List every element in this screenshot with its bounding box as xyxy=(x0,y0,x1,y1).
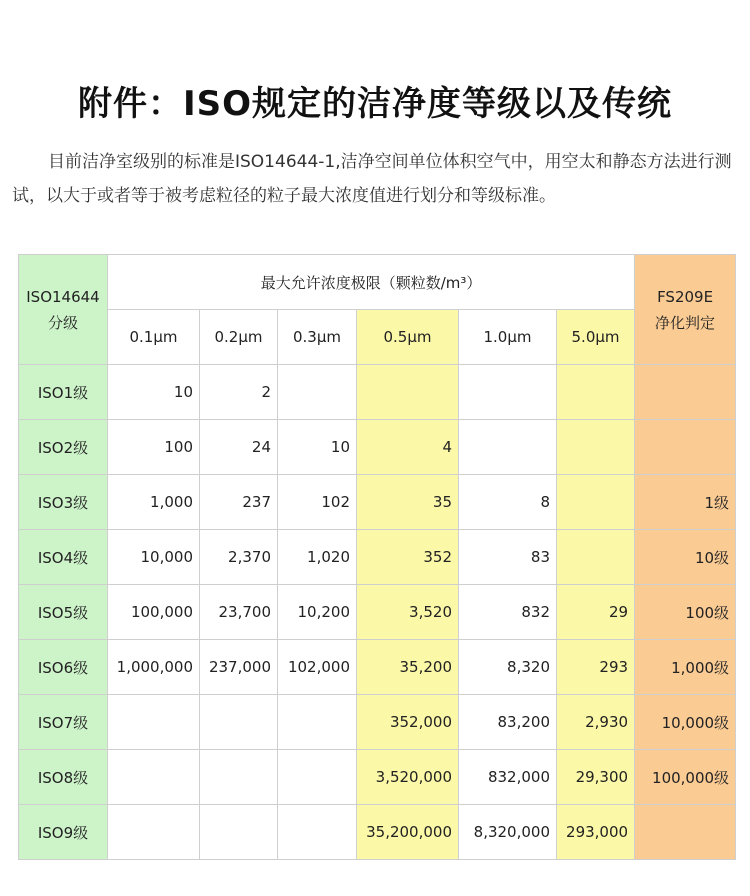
value-cell: 24 xyxy=(200,420,278,475)
value-cell: 3,520 xyxy=(357,585,459,640)
group-header-label: 最大允许浓度极限（颗粒数/m³） xyxy=(260,273,482,292)
value-cell: 4 xyxy=(357,420,459,475)
value-cell: 100,000 xyxy=(108,585,200,640)
size-header-cell xyxy=(108,310,200,365)
value-cell: 10,000 xyxy=(108,530,200,585)
size-header-cell xyxy=(357,310,459,365)
value-cell: 293 xyxy=(557,640,635,695)
value-cell xyxy=(108,695,200,750)
class-cell: ISO4级 xyxy=(19,530,108,585)
value-cell: 35,200,000 xyxy=(357,805,459,860)
class-header-label: ISO14644 分级 xyxy=(26,287,100,332)
fs-cell: 10,000级 xyxy=(635,695,736,750)
value-cell: 102,000 xyxy=(278,640,357,695)
iso-class-table xyxy=(18,254,736,860)
value-cell: 3,520,000 xyxy=(357,750,459,805)
value-cell: 2,370 xyxy=(200,530,278,585)
value-cell: 832,000 xyxy=(459,750,557,805)
group-header-cell xyxy=(108,255,635,310)
table-row xyxy=(19,695,736,750)
table-row xyxy=(19,585,736,640)
value-cell: 83 xyxy=(459,530,557,585)
size-header-label: 1.0μm xyxy=(483,328,532,346)
value-cell xyxy=(200,695,278,750)
value-cell: 352 xyxy=(357,530,459,585)
value-cell: 35 xyxy=(357,475,459,530)
value-cell xyxy=(557,365,635,420)
value-cell: 10 xyxy=(108,365,200,420)
class-cell: ISO8级 xyxy=(19,750,108,805)
class-header-cell xyxy=(19,255,108,365)
table-row xyxy=(19,365,736,420)
table-row xyxy=(19,530,736,585)
value-cell xyxy=(200,750,278,805)
size-header-cell xyxy=(557,310,635,365)
value-cell: 237 xyxy=(200,475,278,530)
value-cell: 2 xyxy=(200,365,278,420)
value-cell: 29,300 xyxy=(557,750,635,805)
value-cell: 352,000 xyxy=(357,695,459,750)
fs-cell: 1级 xyxy=(635,475,736,530)
table-row xyxy=(19,805,736,860)
value-cell: 2,930 xyxy=(557,695,635,750)
size-header-label: 5.0μm xyxy=(571,328,620,346)
class-cell: ISO3级 xyxy=(19,475,108,530)
intro-paragraph: 目前洁净室级别的标准是ISO14644-1,洁净空间单位体积空气中，用空太和静态方法进行测试，以大于或者等于被考虑粒径的粒子最大浓度值进行划分和等级标准。 xyxy=(12,152,732,206)
value-cell: 10,200 xyxy=(278,585,357,640)
fs-header-label: FS209E 净化判定 xyxy=(655,287,716,332)
value-cell: 237,000 xyxy=(200,640,278,695)
fs-cell: 10级 xyxy=(635,530,736,585)
value-cell xyxy=(459,420,557,475)
value-cell xyxy=(108,805,200,860)
header-row-2 xyxy=(19,310,736,365)
value-cell: 8 xyxy=(459,475,557,530)
class-cell: ISO1级 xyxy=(19,365,108,420)
value-cell: 8,320 xyxy=(459,640,557,695)
value-cell xyxy=(357,365,459,420)
value-cell: 293,000 xyxy=(557,805,635,860)
value-cell xyxy=(459,365,557,420)
value-cell xyxy=(557,475,635,530)
value-cell: 35,200 xyxy=(357,640,459,695)
size-header-label: 0.1μm xyxy=(129,328,178,346)
class-cell: ISO7级 xyxy=(19,695,108,750)
value-cell xyxy=(108,750,200,805)
value-cell xyxy=(557,420,635,475)
class-cell: ISO2级 xyxy=(19,420,108,475)
value-cell: 10 xyxy=(278,420,357,475)
size-header-cell xyxy=(459,310,557,365)
table-row xyxy=(19,420,736,475)
fs-header-cell xyxy=(635,255,736,365)
fs-cell xyxy=(635,365,736,420)
value-cell: 29 xyxy=(557,585,635,640)
size-header-cell xyxy=(278,310,357,365)
size-header-label: 0.5μm xyxy=(383,328,432,346)
size-header-label: 0.3μm xyxy=(292,328,341,346)
table-row xyxy=(19,640,736,695)
class-cell: ISO5级 xyxy=(19,585,108,640)
size-header-cell xyxy=(200,310,278,365)
header-row-1 xyxy=(19,255,736,310)
value-cell: 1,000 xyxy=(108,475,200,530)
class-cell: ISO9级 xyxy=(19,805,108,860)
value-cell: 1,000,000 xyxy=(108,640,200,695)
value-cell xyxy=(278,750,357,805)
table-row xyxy=(19,475,736,530)
value-cell: 83,200 xyxy=(459,695,557,750)
value-cell xyxy=(278,695,357,750)
value-cell: 1,020 xyxy=(278,530,357,585)
size-header-label: 0.2μm xyxy=(214,328,263,346)
value-cell: 23,700 xyxy=(200,585,278,640)
fs-cell: 100,000级 xyxy=(635,750,736,805)
fs-cell xyxy=(635,420,736,475)
value-cell: 100 xyxy=(108,420,200,475)
value-cell: 832 xyxy=(459,585,557,640)
value-cell: 102 xyxy=(278,475,357,530)
page-title: 附件：ISO规定的洁净度等级以及传统 xyxy=(77,84,673,124)
table-row xyxy=(19,750,736,805)
fs-cell: 100级 xyxy=(635,585,736,640)
value-cell: 8,320,000 xyxy=(459,805,557,860)
value-cell xyxy=(278,805,357,860)
fs-cell: 1,000级 xyxy=(635,640,736,695)
value-cell xyxy=(278,365,357,420)
value-cell xyxy=(200,805,278,860)
value-cell xyxy=(557,530,635,585)
fs-cell xyxy=(635,805,736,860)
class-cell: ISO6级 xyxy=(19,640,108,695)
